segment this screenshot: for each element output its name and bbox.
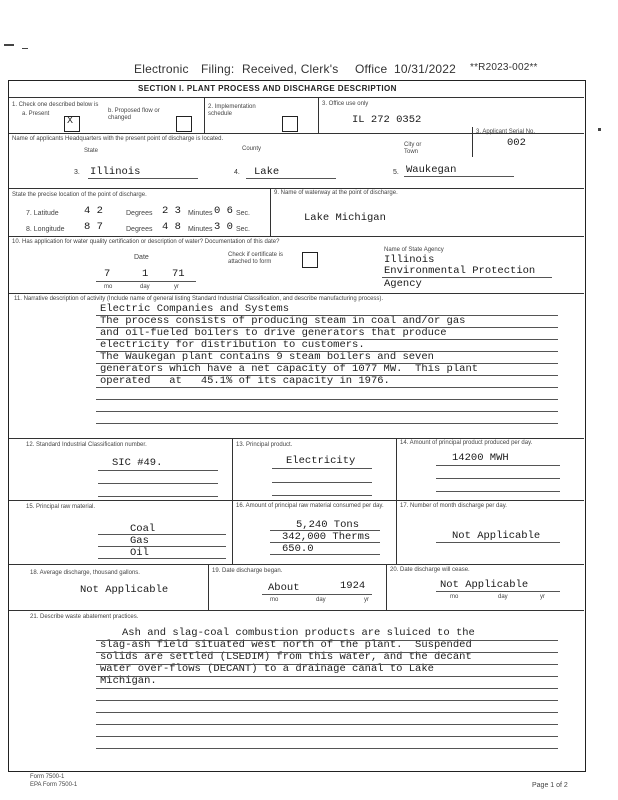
field1-label: 1. Check one described below is [12, 102, 99, 108]
avg-discharge-value: Not Applicable [80, 584, 169, 596]
raw-material-1: Coal [130, 523, 156, 535]
waterway-label: 9. Name of waterway at the point of discharge. [274, 190, 398, 196]
section-title: SECTION I. PLANT PROCESS AND DISCHARGE DESCRIPTION [138, 84, 397, 93]
narrative-label: 11. Narrative description of activity (Include name of general listing Standard Industrial Classification, and describe manufacturing process). [14, 296, 384, 302]
narrative-line: Electric Companies and Systems [100, 303, 290, 315]
abatement-line: water over-flows (DECANT) to a drainage canal to Lake [100, 663, 434, 675]
filing-office: Office [355, 62, 388, 76]
consumed-label: 16. Amount of principal raw material consumed per day. [236, 503, 384, 509]
abatement-line: Michigan. [100, 675, 157, 687]
raw-material-label: 15. Principal raw material. [26, 504, 96, 510]
longitude-label: 8. Longitude [26, 226, 65, 233]
amount-label: 14. Amount of principal product produced per day. [400, 440, 533, 446]
proposed-checkbox[interactable] [176, 116, 192, 132]
latitude-minutes: 2 3 [162, 205, 181, 217]
cease-label: 20. Date discharge will cease. [390, 567, 470, 573]
present-checkbox[interactable] [64, 116, 80, 132]
began-about: About [268, 582, 300, 594]
latitude-degrees: 4 2 [84, 205, 103, 217]
footer-form-1: Form 7500-1 [30, 774, 65, 780]
longitude-minutes: 4 8 [162, 221, 181, 233]
field1a-label: a. Present [22, 111, 50, 117]
narrative-line: The process consists of producing steam in coal and/or gas [100, 315, 466, 327]
agency-label: Name of State Agency [384, 247, 444, 253]
shifts-value: Not Applicable [452, 530, 541, 542]
raw-material-3: Oil [130, 547, 149, 559]
consumed-3: 650.0 [282, 543, 314, 555]
filing-electronic: Electronic [134, 62, 189, 76]
coord-label: State the precise location of the point of discharge. [12, 192, 147, 198]
latitude-label: 7. Latitude [26, 210, 59, 217]
raw-material-2: Gas [130, 535, 149, 547]
scan-speck [598, 128, 601, 131]
cert-day: 1 [142, 268, 149, 280]
field3-label: 3. Office use only [322, 101, 369, 107]
scan-speck [22, 48, 28, 49]
product-value: Electricity [286, 455, 356, 467]
permit-number: IL 272 0352 [352, 114, 422, 126]
agency-line3: Agency [384, 278, 422, 290]
footer-form-2: EPA Form 7500-1 [30, 782, 78, 788]
began-year: 1924 [340, 580, 366, 592]
narrative-line: and oil-fueled boilers to drive generators that produce [100, 327, 447, 339]
filing-label: Filing: [201, 62, 235, 76]
waterway-value: Lake Michigan [304, 212, 386, 224]
cert-year: 71 [172, 268, 185, 280]
narrative-line: The Waukegan plant contains 9 steam boilers and seven [100, 351, 434, 363]
amount-value: 14200 MWH [452, 452, 509, 464]
state-value: Illinois [90, 166, 141, 178]
consumed-1: 5,240 Tons [296, 519, 360, 531]
agency-line2: Environmental Protection [384, 265, 536, 277]
agency-line1: Illinois [384, 254, 435, 266]
abatement-label: 21. Describe waste abatement practices. [30, 614, 139, 620]
abatement-line: slag-ash field situated west north of the plant. Suspended [100, 639, 472, 651]
sic-value: SIC #49. [112, 457, 163, 469]
sic-label: 12. Standard Industrial Classification number. [26, 442, 147, 448]
filing-date: 10/31/2022 [394, 62, 457, 76]
present-mark: X [67, 116, 74, 127]
narrative-line: electricity for distribution to customers. [100, 339, 365, 351]
avg-discharge-label: 18. Average discharge, thousand gallons. [30, 570, 140, 576]
abatement-line: solids are settled (LSEDIM) from this water, and the decant [100, 651, 472, 663]
certification-label: 10. Has application for water quality certification or description of water? Documentation of this date? [12, 239, 280, 245]
certificate-checkbox[interactable] [302, 252, 318, 268]
city-value: Waukegan [406, 164, 457, 176]
scan-speck [4, 44, 14, 46]
cert-month: 7 [104, 268, 111, 280]
narrative-line: operated at 45.1% of its capacity in 1976. [100, 375, 390, 387]
latitude-seconds: 0 6 [214, 205, 233, 217]
location-label: Name of applicants Headquarters with the present point of discharge is located. [12, 136, 224, 142]
longitude-seconds: 3 0 [214, 221, 233, 233]
check-certificate-label: Check if certificate is attached to form [228, 252, 284, 265]
serial-label: 3. Applicant Serial No. [476, 129, 536, 135]
began-label: 19. Date discharge began. [212, 568, 283, 574]
serial-number: 002 [507, 137, 526, 149]
state-label: State [84, 148, 99, 154]
filing-stamp: **R2023-002** [470, 62, 538, 73]
product-label: 13. Principal product. [236, 442, 293, 448]
city-label: City or Town [404, 142, 422, 155]
narrative-line: generators which have a net capacity of 1077 MW. This plant [100, 363, 479, 375]
footer-page: Page 1 of 2 [532, 782, 568, 789]
shifts-label: 17. Number of month discharge per day. [400, 503, 507, 509]
abatement-line: Ash and slag-coal combustion products are sluiced to the [122, 627, 475, 639]
field1b-label: b. Proposed flow or changed [108, 108, 160, 121]
schedule-checkbox[interactable] [282, 116, 298, 132]
consumed-2: 342,000 Therms [282, 531, 371, 543]
county-label: County [242, 146, 262, 152]
filing-received: Received, Clerk's [242, 62, 339, 76]
longitude-degrees: 8 7 [84, 221, 103, 233]
county-value: Lake [254, 166, 280, 178]
cease-value: Not Applicable [440, 579, 529, 591]
field2-label: 2. Implementation schedule [208, 104, 256, 117]
